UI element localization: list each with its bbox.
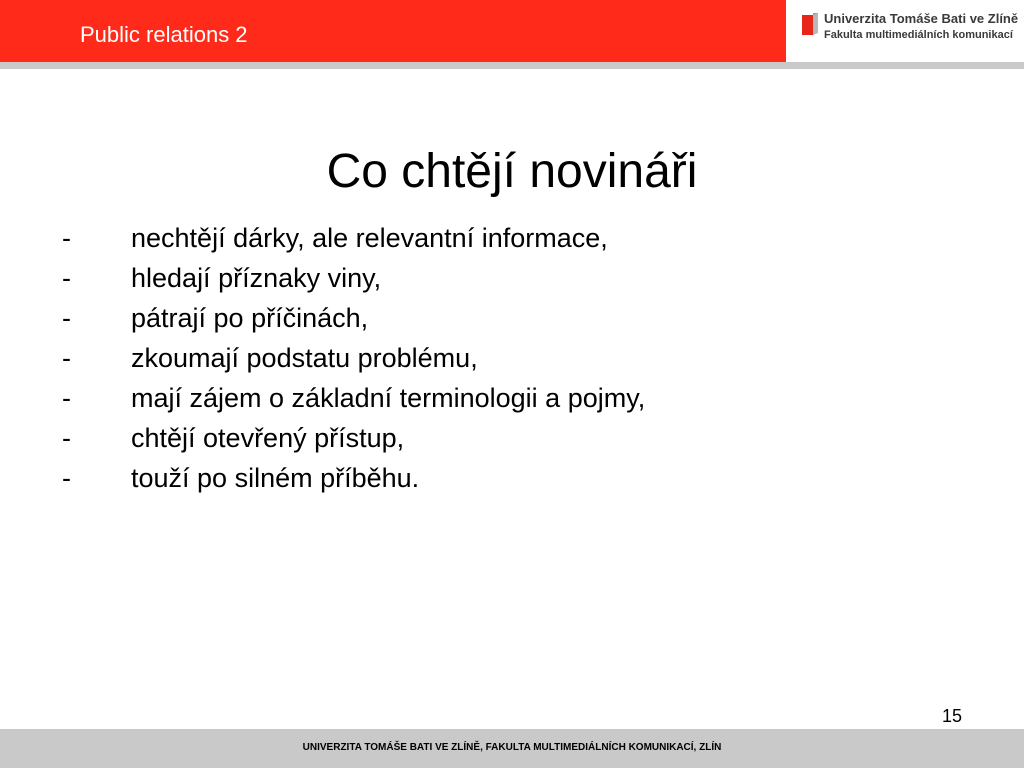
bullet-item (0, 378, 900, 418)
bullet-marker: - (62, 343, 71, 373)
bullet-marker: - (62, 263, 71, 293)
bullet-item (0, 338, 900, 378)
logo-faculty-name: Fakulta multimediálních komunikací (824, 29, 1013, 41)
footer-band (0, 729, 1024, 768)
bullet-text: nechtějí dárky, ale relevantní informace, (131, 223, 608, 253)
header-title: Public relations 2 (80, 22, 248, 47)
bullet-text: chtějí otevřený přístup, (131, 423, 405, 453)
bullet-marker: - (62, 463, 71, 493)
page-number: 15 (941, 706, 962, 726)
bullet-item (0, 258, 900, 298)
bullet-text: zkoumají podstatu problému, (131, 343, 478, 373)
book-logo-icon (802, 13, 818, 35)
bullet-text: touží po silném příběhu. (131, 463, 420, 493)
bullet-item (0, 298, 900, 338)
logo-university-name: Univerzita Tomáše Bati ve Zlíně (824, 11, 1019, 26)
bullet-text: mají zájem o základní terminologii a pojmy, (131, 383, 646, 413)
bullet-text: pátrají po příčinách, (131, 303, 369, 333)
header-divider (0, 62, 1024, 69)
bullet-marker: - (62, 223, 71, 253)
bullet-marker: - (62, 303, 71, 333)
footer-text: UNIVERZITA TOMÁŠE BATI VE ZLÍNĚ, FAKULTA MULTIMEDIÁLNÍCH KOMUNIKACÍ, ZLÍN (302, 742, 722, 753)
bullet-item (0, 458, 900, 498)
header-band (0, 0, 786, 62)
university-logo (786, 0, 1024, 62)
bullet-marker: - (62, 383, 71, 413)
slide-title: Co chtějí novináři (326, 145, 698, 198)
bullet-marker: - (62, 423, 71, 453)
bullet-item (0, 418, 900, 458)
bullet-text: hledají příznaky viny, (131, 263, 382, 293)
bullet-list (0, 218, 900, 498)
bullet-item (0, 218, 900, 258)
